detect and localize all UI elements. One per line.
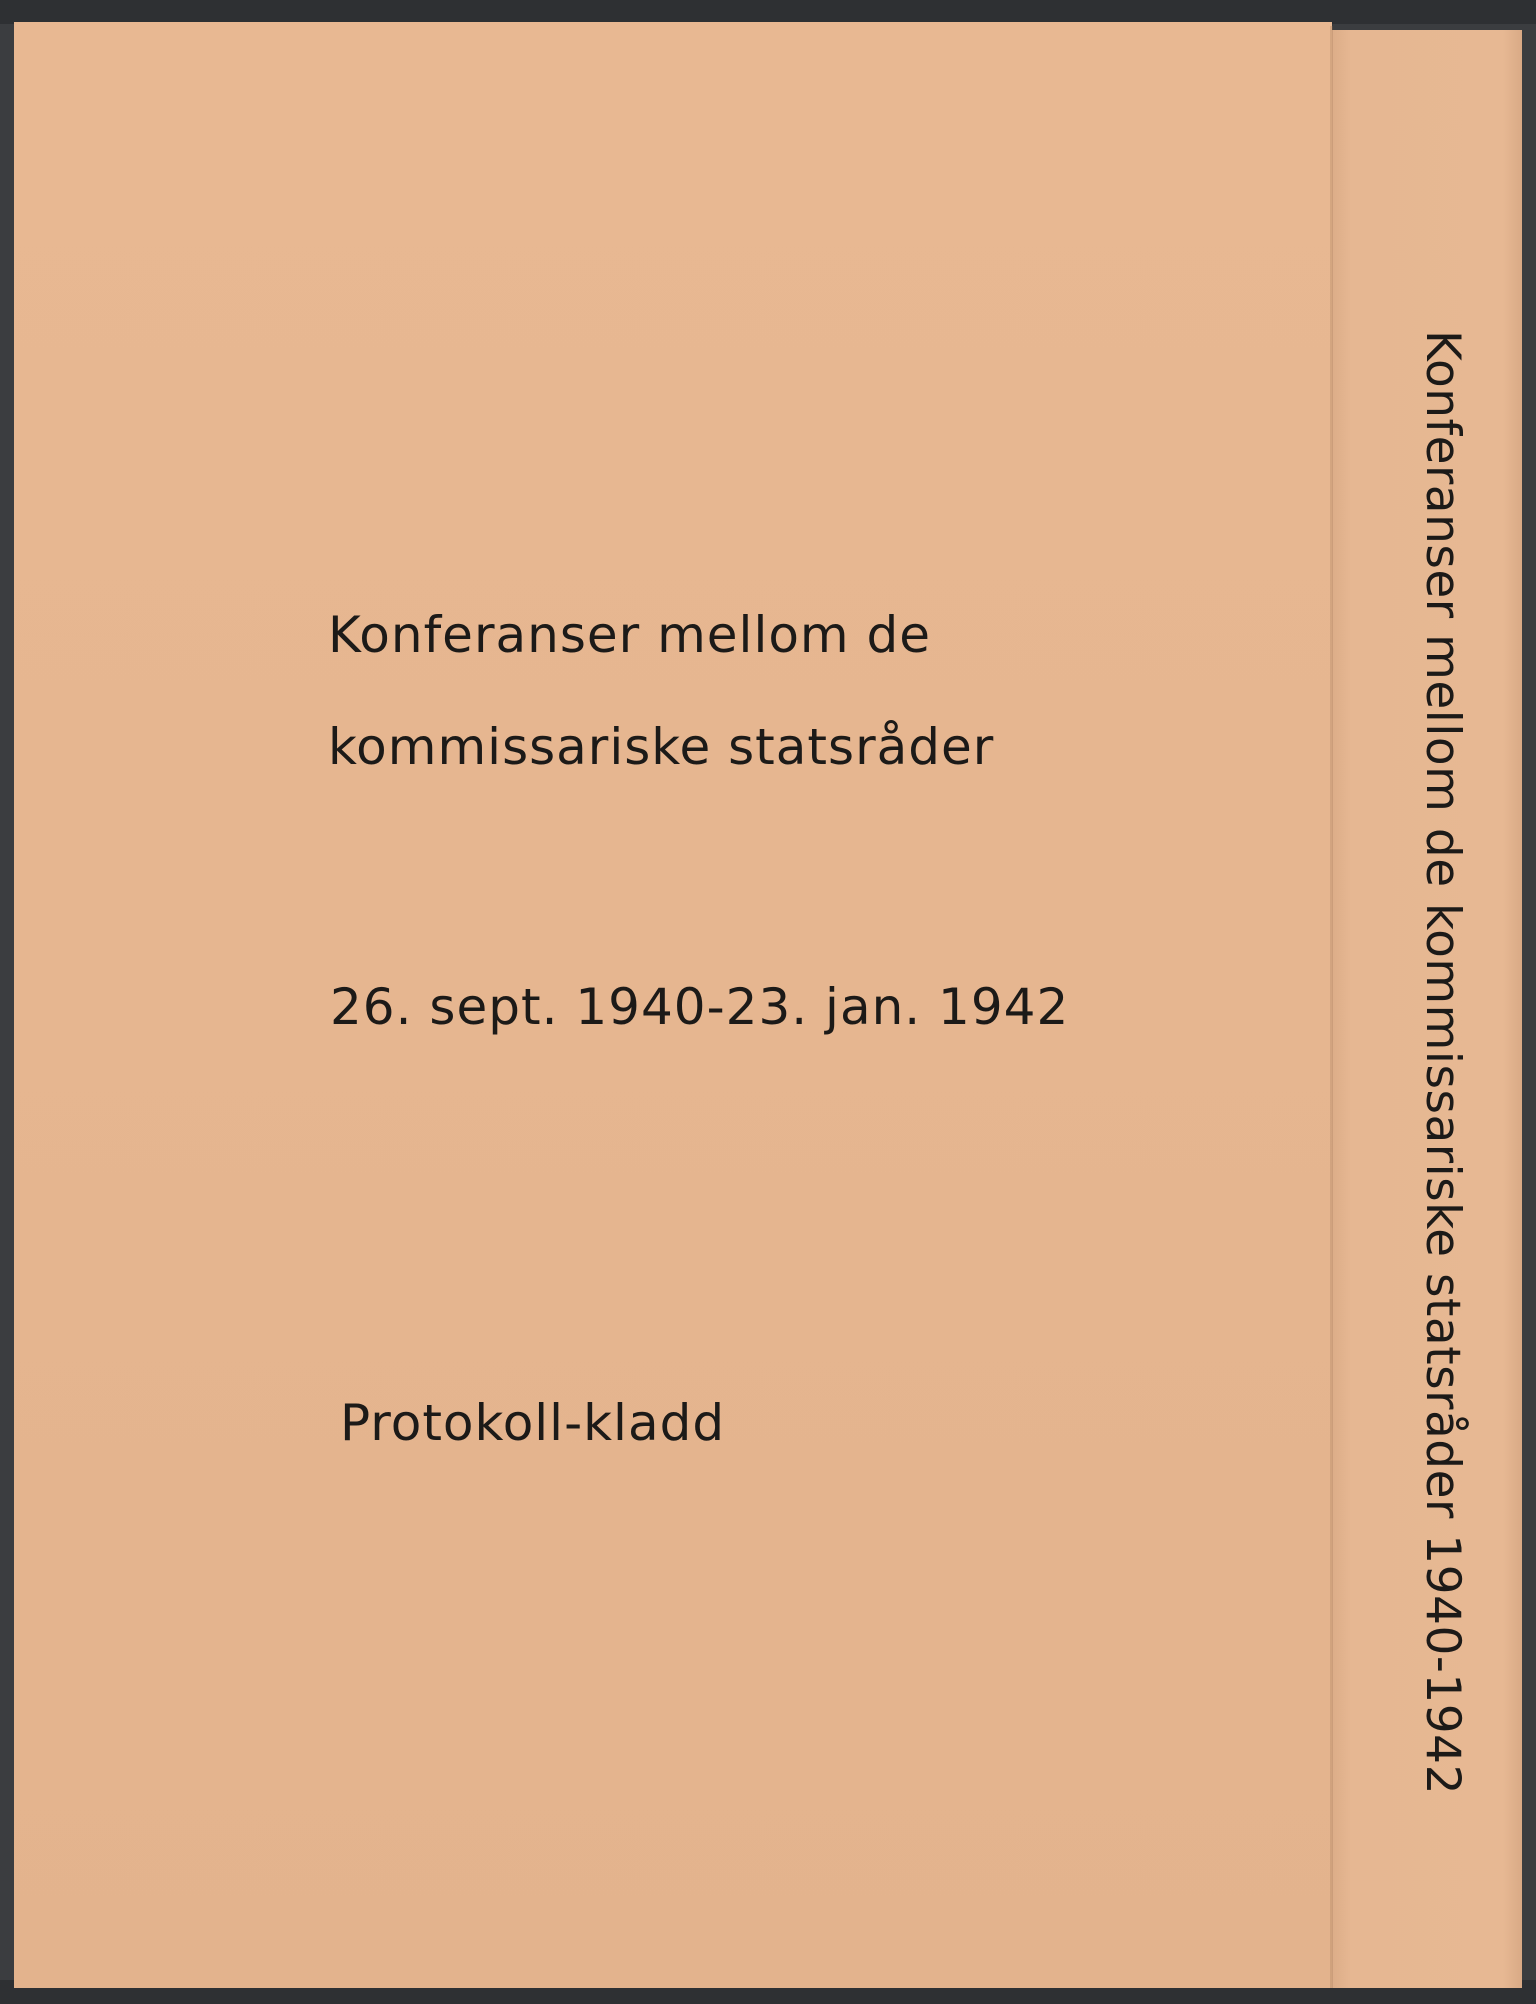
fold-line bbox=[1330, 26, 1333, 1988]
scan-background-top bbox=[0, 0, 1536, 24]
cover-document-type: Protokoll-kladd bbox=[340, 1394, 726, 1452]
cover-date-range: 26. sept. 1940-23. jan. 1942 bbox=[330, 978, 1070, 1036]
cover-title-line-2: kommissariske statsråder bbox=[328, 718, 995, 776]
spine-label: Konferanser mellom de kommissariske statsråder 1940-1942 bbox=[1415, 330, 1470, 1795]
cover-title-line-1: Konferanser mellom de bbox=[328, 606, 932, 664]
